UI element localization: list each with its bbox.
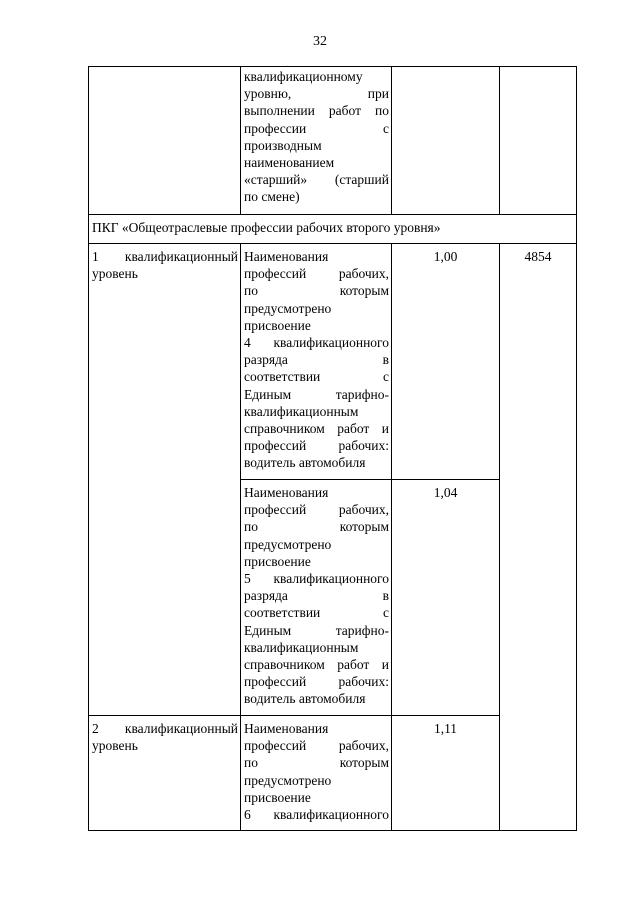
description-line: предусмотрено (244, 300, 332, 316)
table-border-left (88, 66, 89, 831)
qualification-level-1 (92, 248, 238, 282)
description-line: разряда в (244, 352, 389, 368)
level-label-line: уровень (92, 738, 138, 754)
description-line: 6 квалификационного (244, 806, 389, 822)
description-line: «старший» (старший (244, 172, 389, 188)
level-label-line: 2 квалификационный (92, 721, 238, 736)
coefficient-value: 1,11 (433, 721, 458, 736)
group-header: ПКГ «Общеотраслевые профессии рабочих второго уровня» (92, 220, 441, 235)
row-divider (240, 479, 499, 480)
table-border-right (576, 66, 577, 831)
description-line: профессий рабочих, (244, 738, 389, 754)
description-line: разряда в (244, 588, 389, 604)
description-line: 5 квалификационного (244, 570, 389, 586)
description-line: производным (244, 137, 322, 153)
description-line: предусмотрено (244, 536, 332, 552)
description-line: Наименования (244, 485, 329, 500)
column-divider (391, 243, 392, 831)
description-line: Единым тарифно- (244, 386, 389, 402)
description-line: наименованием (244, 154, 335, 170)
description-line: предусмотрено (244, 772, 332, 788)
description-line: Наименования (244, 721, 329, 736)
description-line: квалификационным (244, 403, 359, 419)
description-line: Единым тарифно- (244, 622, 389, 638)
column-divider (499, 66, 500, 214)
table-border-bottom (88, 830, 577, 831)
description-line: присвоение (244, 317, 311, 333)
description-line: профессий рабочих: (244, 674, 389, 690)
description-line: квалификационным (244, 639, 359, 655)
description-line: водитель автомобиля (244, 455, 366, 471)
salary-value: 4854 (524, 249, 552, 264)
description-line: соответствии с (244, 605, 389, 621)
continued-description-cell (244, 68, 389, 206)
description-line: присвоение (244, 789, 311, 805)
description-line: справочником работ и (244, 656, 389, 672)
description-line: уровню, при (244, 86, 389, 102)
column-divider (391, 66, 392, 214)
description-line: 4 квалификационного (244, 334, 389, 350)
column-divider (499, 243, 500, 831)
profession-description (244, 720, 389, 823)
level-label-line: уровень (92, 266, 138, 282)
description-line: по смене) (244, 189, 300, 205)
profession-description (244, 484, 389, 707)
description-line: по которым (244, 519, 389, 535)
description-line: присвоение (244, 553, 311, 569)
description-line: соответствии с (244, 369, 389, 385)
description-line: квалификационному (244, 69, 363, 84)
description-line: профессии с (244, 120, 389, 136)
description-line: профессий рабочих: (244, 438, 389, 454)
description-line: профессий рабочих, (244, 266, 389, 282)
description-line: водитель автомобиля (244, 691, 366, 707)
row-divider (88, 214, 577, 215)
row-divider (88, 243, 577, 244)
qualification-level-2 (92, 720, 238, 754)
description-line: по которым (244, 755, 389, 771)
coefficient-value: 1,00 (433, 249, 458, 264)
description-line: по которым (244, 283, 389, 299)
row-divider (88, 715, 499, 716)
column-divider (240, 243, 241, 831)
description-line: Наименования (244, 249, 329, 264)
table-border-top (88, 66, 577, 67)
description-line: выполнении работ по (244, 103, 389, 119)
salary-table (88, 66, 577, 831)
description-line: профессий рабочих, (244, 502, 389, 518)
column-divider (240, 66, 241, 214)
description-line: справочником работ и (244, 420, 389, 436)
page-number: 32 (313, 34, 327, 49)
profession-description (244, 248, 389, 471)
coefficient-value: 1,04 (433, 485, 458, 500)
level-label-line: 1 квалификационный (92, 249, 238, 264)
